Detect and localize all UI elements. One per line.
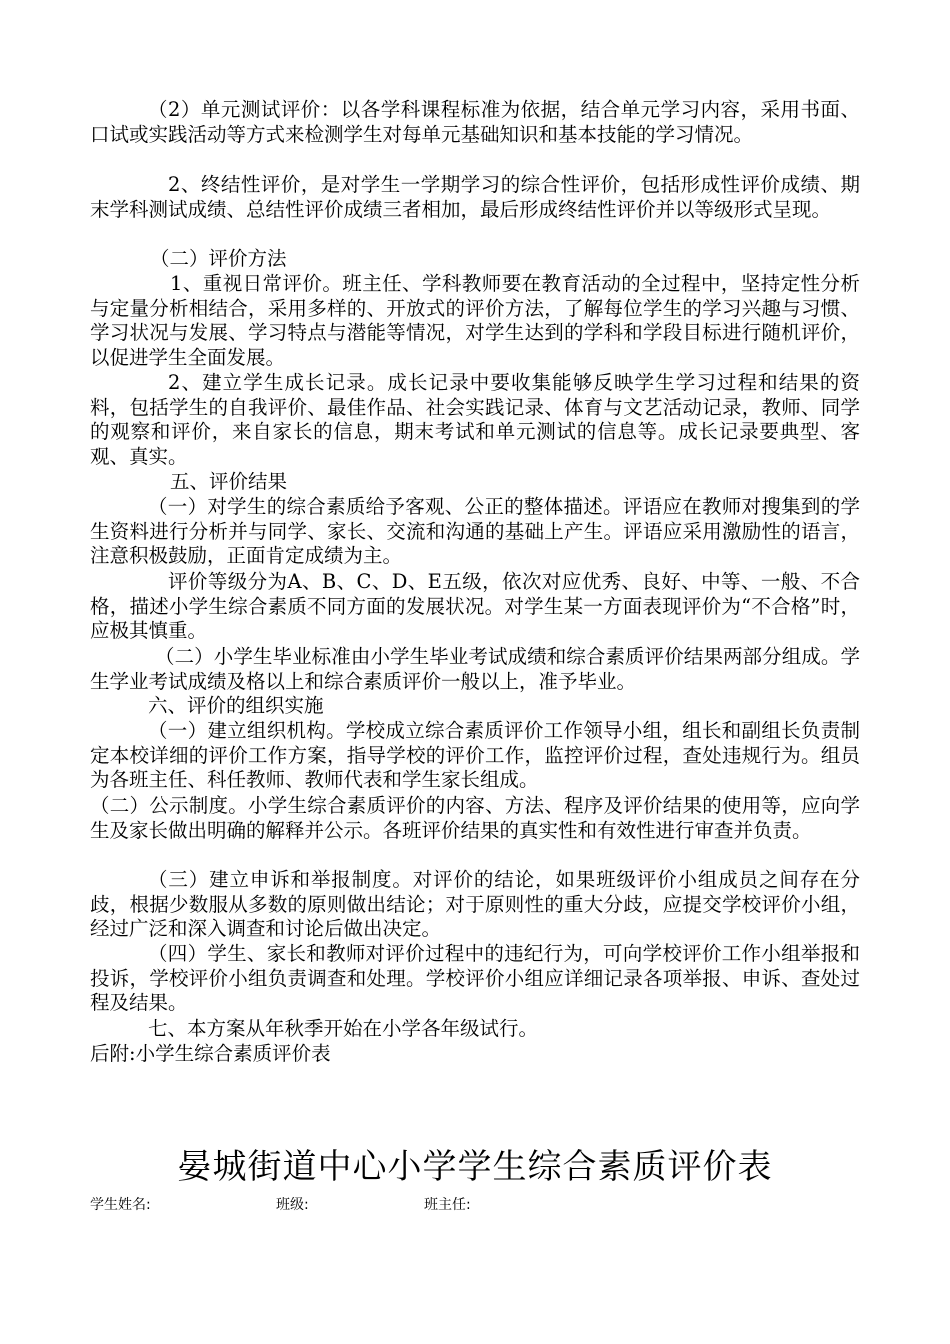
heading-section-five: 五、评价结果 [170,470,288,493]
heading-section-seven: 七、本方案从年秋季开始在小学各年级试行。 [148,1017,539,1040]
paragraph-graduation-standard: （二）小学生毕业标准由小学生毕业考试成绩和综合素质评价结果两部分组成。学生学业考试成绩及格以上和综合素质评价一般以上，准予毕业。 [90,645,860,693]
paragraph-comprehensive-description: （一）对学生的综合素质给予客观、公正的整体描述。评语应在教师对搜集到的学生资料进行分析并与同学、家长、交流和沟通的基础上产生。评语应采用激励性的语言，注意积极鼓励，正面肯定成绩为主。 [90,495,860,567]
paragraph-appeal-system: （三）建立申诉和举报制度。对评价的结论，如果班级评价小组成员之间存在分歧，根据少数服从多数的原则做出结论；对于原则性的重大分歧，应提交学校评价小组，经过广泛和深入调查和讨论后做出决定。 [90,868,860,940]
paragraph-unit-test-evaluation: （2）单元测试评价：以各学科课程标准为依据，结合单元学习内容，采用书面、口试或实践活动等方式来检测学生对每单元基础知识和基本技能的学习情况。 [90,98,860,146]
paragraph-growth-record: 2、建立学生成长记录。成长记录中要收集能够反映学生学习过程和结果的资料，包括学生的自我评价、最佳作品、社会实践记录、体育与文艺活动记录，教师、同学的观察和评价，来自家长的信息，期末考试和单元测试的信息等。成长记录要典型、客观、真实。 [90,371,860,468]
paragraph-grade-levels: 评价等级分为A、B、C、D、E五级，依次对应优秀、良好、中等、一般、不合格，描述小学生综合素质不同方面的发展状况。对学生某一方面表现评价为“不合格”时，应极其慎重。 [90,570,860,642]
paragraph-daily-evaluation: 1、重视日常评价。班主任、学科教师要在教育活动的全过程中，坚持定性分析与定量分析相结合，采用多样的、开放式的评价方法，了解每位学生的学习兴趣与习惯、学习状况与发展、学习特点与潜能等情况，对学生达到的学科和学段目标进行随机评价，以促进学生全面发展。 [90,272,860,369]
class-label: 班级: [276,1197,309,1213]
heading-section-six: 六、评价的组织实施 [148,694,324,717]
paragraph-violation-report: （四）学生、家长和教师对评价过程中的违纪行为，可向学校评价工作小组举报和投诉，学校评价小组负责调查和处理。学校评价小组应详细记录各项举报、申诉、查处过程及结果。 [90,942,860,1014]
student-name-label: 学生姓名: [90,1197,151,1213]
paragraph-summative-evaluation: 2、终结性评价，是对学生一学期学习的综合性评价，包括形成性评价成绩、期末学科测试成绩、总结性评价成绩三者相加，最后形成终结性评价并以等级形式呈现。 [90,173,860,221]
appendix-note: 后附:小学生综合素质评价表 [90,1042,331,1065]
paragraph-public-notice: （二）公示制度。小学生综合素质评价的内容、方法、程序及评价结果的使用等，应向学生及家长做出明确的解释并公示。各班评价结果的真实性和有效性进行审查并负责。 [90,794,860,842]
heading-evaluation-methods: （二）评价方法 [150,247,287,270]
form-title: 晏城街道中心小学学生综合素质评价表 [177,1147,773,1187]
paragraph-organization: （一）建立组织机构。学校成立综合素质评价工作领导小组，组长和副组长负责制定本校详细的评价工作方案，指导学校的评价工作，监控评价过程，查处违规行为。组员为各班主任、科任教师、教师代表和学生家长组成。 [90,719,860,791]
head-teacher-label: 班主任: [424,1197,471,1213]
